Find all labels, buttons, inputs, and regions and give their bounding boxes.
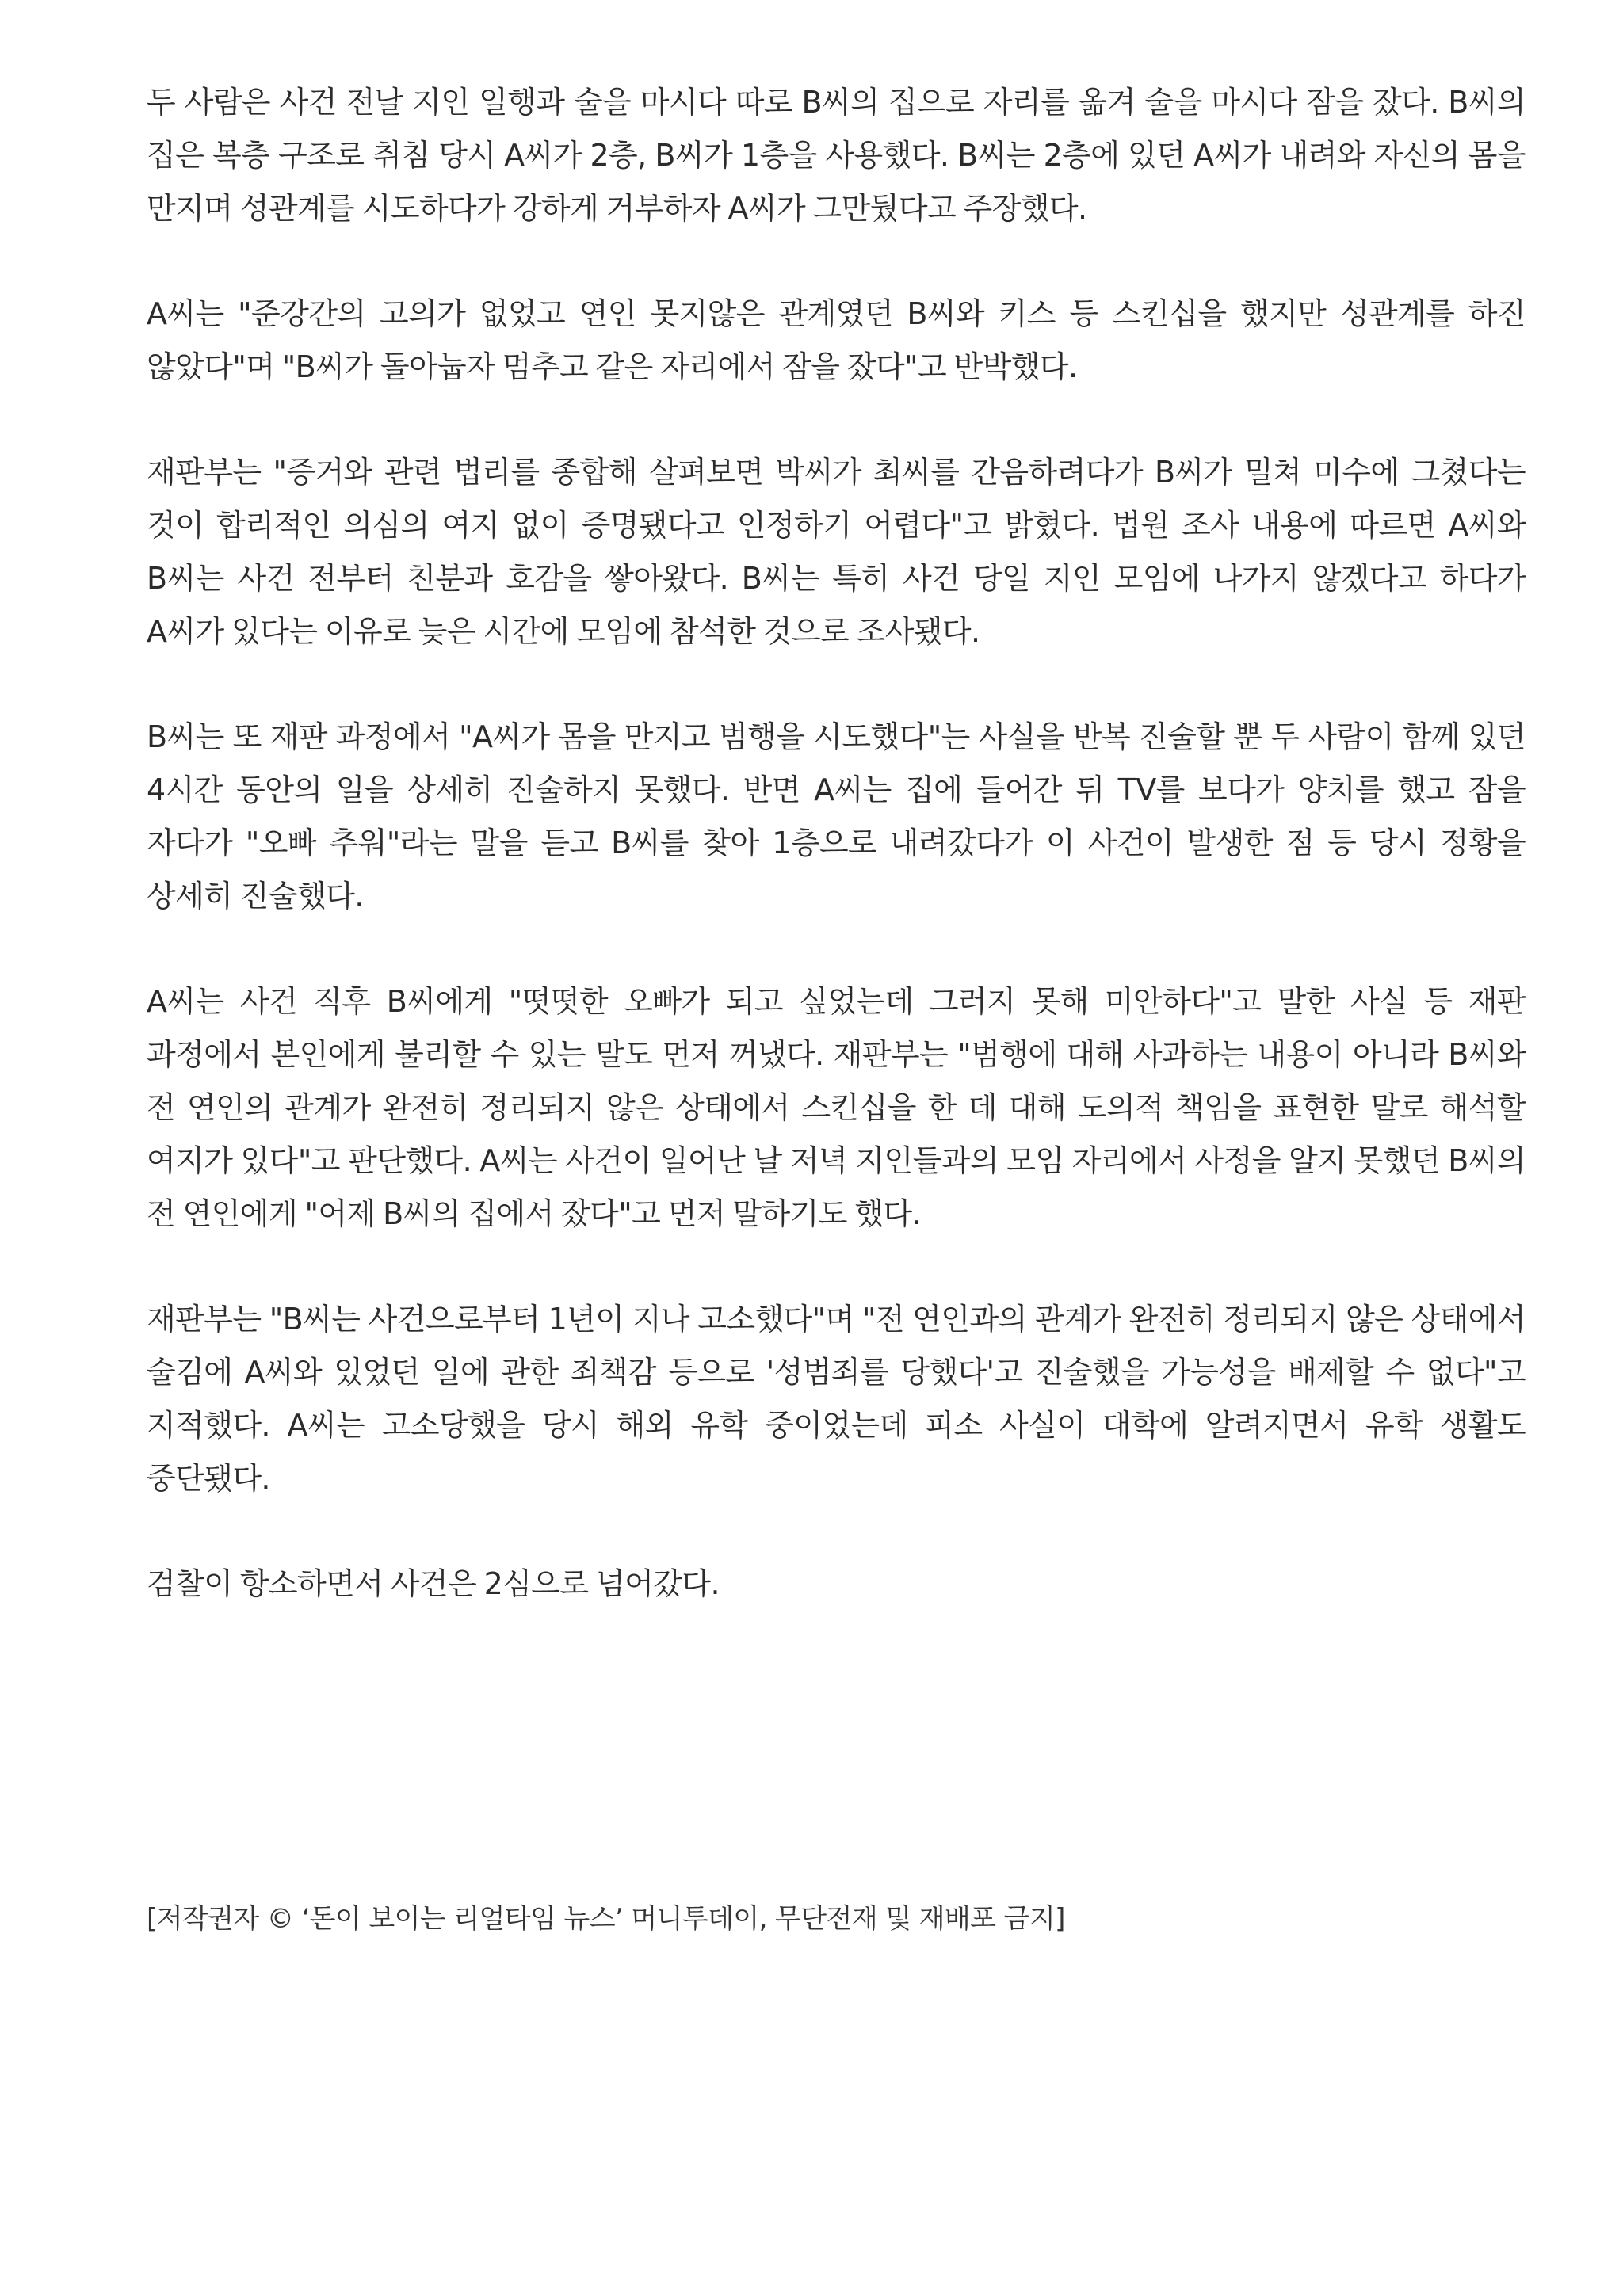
article-paragraph: A씨는 사건 직후 B씨에게 "떳떳한 오빠가 되고 싶었는데 그러지 못해 미안하다"고 말한 사실 등 재판 과정에서 본인에게 불리할 수 있는 말도 먼저 꺼냈다. 재판부는 "범행에 대해 사과하는 내용이 아니라 B씨와 전 연인의 관계가 완전히 정리되지 않은 상태에서 스킨십을 한 데 대해 도의적 책임을 표현한 말로 해석할 여지가 있다"고 판단했다. A씨는 사건이 일어난 날 저녁 지인들과의 모임 자리에서 사정을 알지 못했던 B씨의 전 연인에게 "어제 B씨의 집에서 잤다"고 먼저 말하기도 했다. bbox=[147, 984, 1526, 1231]
article-paragraph: 검찰이 항소하면서 사건은 2심으로 넘어갔다. bbox=[147, 1566, 720, 1601]
article-paragraph: 두 사람은 사건 전날 지인 일행과 술을 마시다 따로 B씨의 집으로 자리를 옮겨 술을 마시다 잠을 잤다. B씨의 집은 복층 구조로 취침 당시 A씨가 2층, B씨가 1층을 사용했다. B씨는 2층에 있던 A씨가 내려와 자신의 몸을 만지며 성관계를 시도하다가 강하게 거부하자 A씨가 그만뒀다고 주장했다. bbox=[147, 85, 1526, 226]
article-paragraph: B씨는 또 재판 과정에서 "A씨가 몸을 만지고 범행을 시도했다"는 사실을 반복 진술할 뿐 두 사람이 함께 있던 4시간 동안의 일을 상세히 진술하지 못했다. 반면 A씨는 집에 들어간 뒤 TV를 보다가 양치를 했고 잠을 자다가 "오빠 추워"라는 말을 듣고 B씨를 찾아 1층으로 내려갔다가 이 사건이 발생한 점 등 당시 정황을 상세히 진술했다. bbox=[147, 719, 1526, 913]
article-paragraph: A씨는 "준강간의 고의가 없었고 연인 못지않은 관계였던 B씨와 키스 등 스킨십을 했지만 성관계를 하진 않았다"며 "B씨가 돌아눕자 멈추고 같은 자리에서 잠을 잤다"고 반박했다. bbox=[147, 296, 1526, 384]
copyright-notice: [저작권자 © ‘돈이 보이는 리얼타임 뉴스’ 머니투데이, 무단전재 및 재배포 금지] bbox=[147, 1903, 1065, 1935]
article-paragraph: 재판부는 "B씨는 사건으로부터 1년이 지나 고소했다"며 "전 연인과의 관계가 완전히 정리되지 않은 상태에서 술김에 A씨와 있었던 일에 관한 죄책감 등으로 '성범죄를 당했다'고 진술했을 가능성을 배제할 수 없다"고 지적했다. A씨는 고소당했을 당시 해외 유학 중이었는데 피소 사실이 대학에 알려지면서 유학 생활도 중단됐다. bbox=[147, 1302, 1526, 1496]
article-paragraph: 재판부는 "증거와 관련 법리를 종합해 살펴보면 박씨가 최씨를 간음하려다가 B씨가 밀쳐 미수에 그쳤다는 것이 합리적인 의심의 여지 없이 증명됐다고 인정하기 어렵다"고 밝혔다. 법원 조사 내용에 따르면 A씨와 B씨는 사건 전부터 친분과 호감을 쌓아왔다. B씨는 특히 사건 당일 지인 모임에 나가지 않겠다고 하다가 A씨가 있다는 이유로 늦은 시간에 모임에 참석한 것으로 조사됐다. bbox=[147, 455, 1526, 649]
article-body bbox=[147, 76, 1526, 1611]
